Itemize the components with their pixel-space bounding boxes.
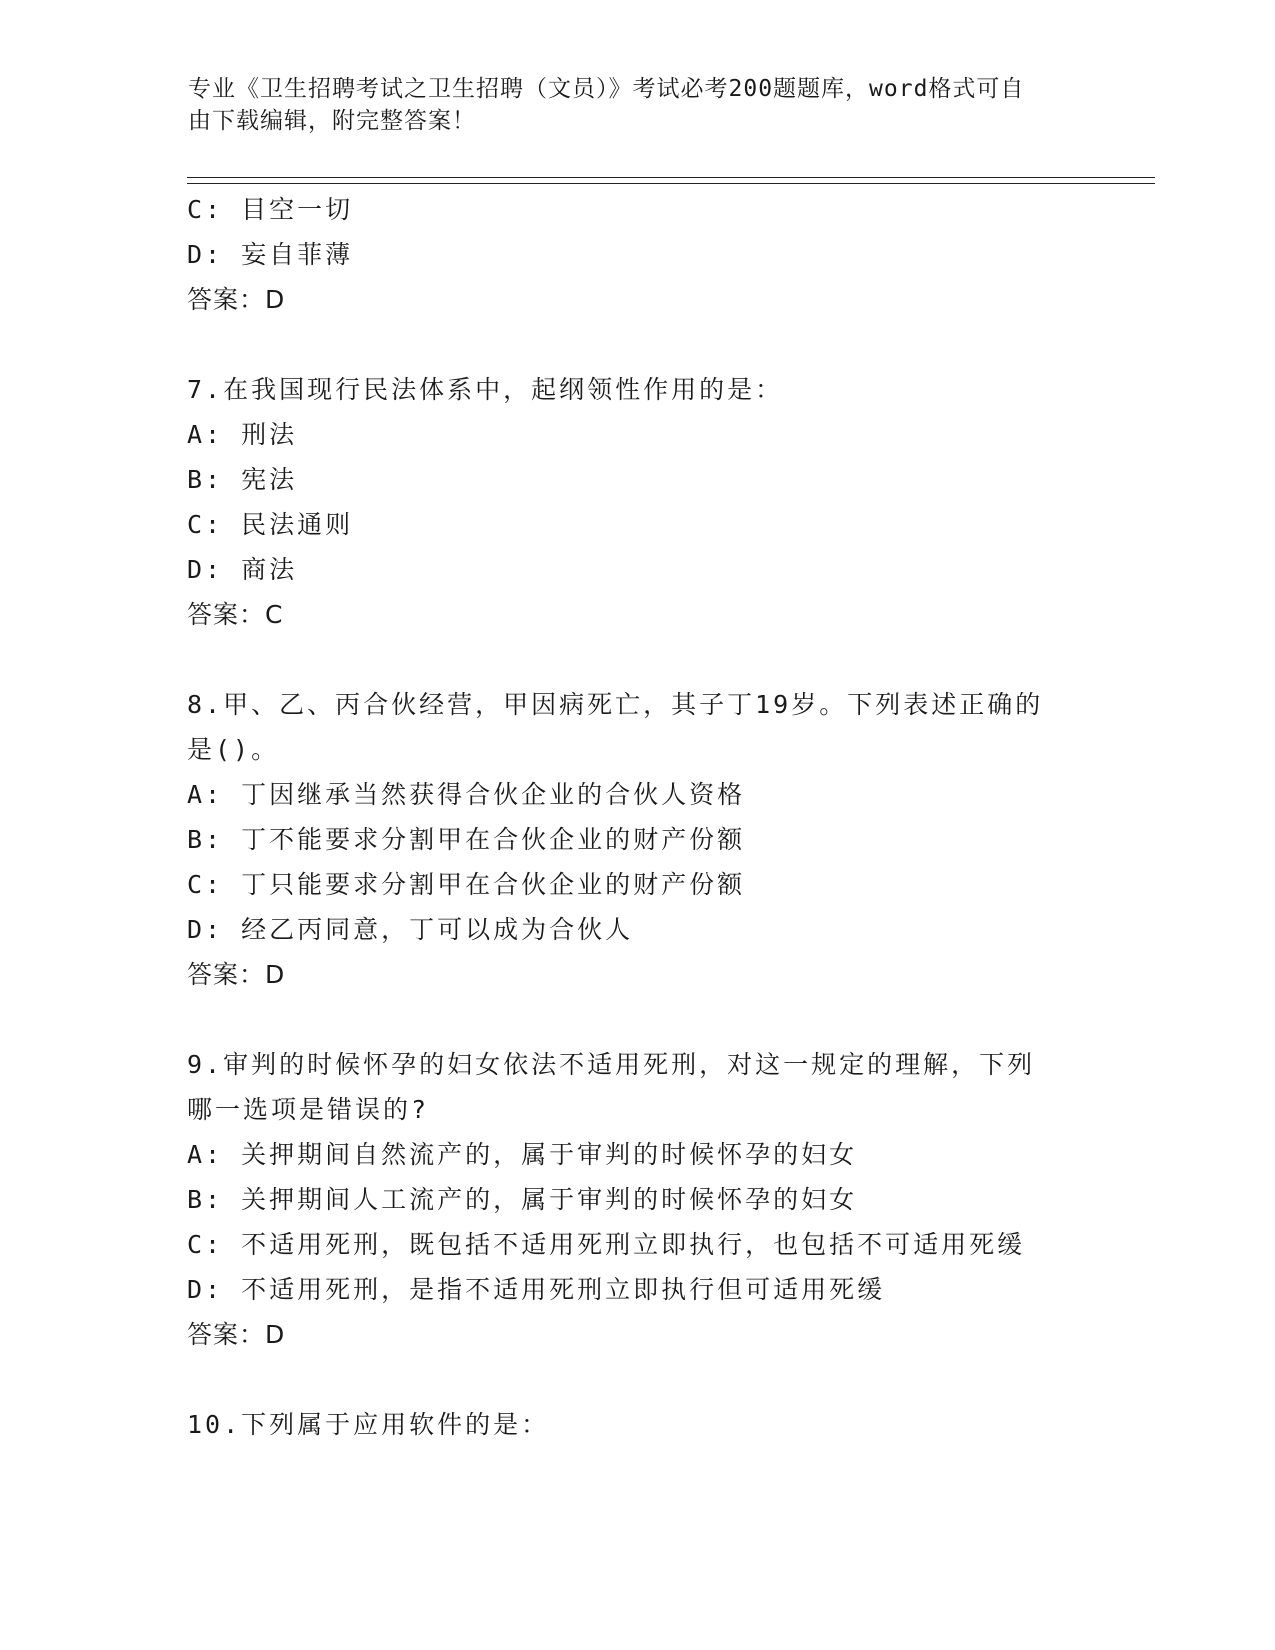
q7-stem: 7.在我国现行民法体系中，起纲领性作用的是： [187, 375, 784, 404]
q8-option-c: C: 丁只能要求分割甲在合伙企业的财产份额 [187, 870, 746, 899]
q9-option-d: D: 不适用死刑，是指不适用死刑立即执行但可适用死缓 [187, 1275, 886, 1304]
header-divider-top [187, 177, 1155, 178]
header-divider-bottom [187, 183, 1155, 184]
q6-option-d: D: 妄自菲薄 [187, 240, 354, 269]
header-line-1: 专业《卫生招聘考试之卫生招聘（文员）》考试必考200题题库，word格式可自 [188, 76, 1025, 102]
q9-answer: 答案：D [187, 1320, 286, 1349]
q9-stem-line-1: 9.审判的时候怀孕的妇女依法不适用死刑，对这一规定的理解，下列 [187, 1050, 1036, 1079]
q9-option-c: C: 不适用死刑，既包括不适用死刑立即执行，也包括不可适用死缓 [187, 1230, 1026, 1259]
q10-stem: 10.下列属于应用软件的是： [187, 1410, 550, 1439]
q8-answer: 答案：D [187, 960, 286, 989]
q9-stem-line-2: 哪一选项是错误的? [187, 1095, 430, 1124]
q8-stem-line-2: 是()。 [187, 735, 280, 764]
q8-option-d: D: 经乙丙同意，丁可以成为合伙人 [187, 915, 634, 944]
header-line-2: 由下载编辑，附完整答案！ [188, 108, 476, 134]
document-header [188, 73, 1068, 137]
q6-answer: 答案：D [187, 285, 286, 314]
q7-option-d: D: 商法 [187, 555, 298, 584]
q7-option-a: A: 刑法 [187, 420, 298, 449]
q9-option-a: A: 关押期间自然流产的，属于审判的时候怀孕的妇女 [187, 1140, 858, 1169]
q7-answer: 答案：C [187, 600, 284, 629]
q6-option-c: C: 目空一切 [187, 195, 354, 224]
q7-option-c: C: 民法通则 [187, 510, 354, 539]
q8-stem-line-1: 8.甲、乙、丙合伙经营，甲因病死亡，其子丁19岁。下列表述正确的 [187, 690, 1044, 719]
q9-option-b: B: 关押期间人工流产的，属于审判的时候怀孕的妇女 [187, 1185, 858, 1214]
q7-option-b: B: 宪法 [187, 465, 298, 494]
q8-option-b: B: 丁不能要求分割甲在合伙企业的财产份额 [187, 825, 746, 854]
q8-option-a: A: 丁因继承当然获得合伙企业的合伙人资格 [187, 780, 746, 809]
